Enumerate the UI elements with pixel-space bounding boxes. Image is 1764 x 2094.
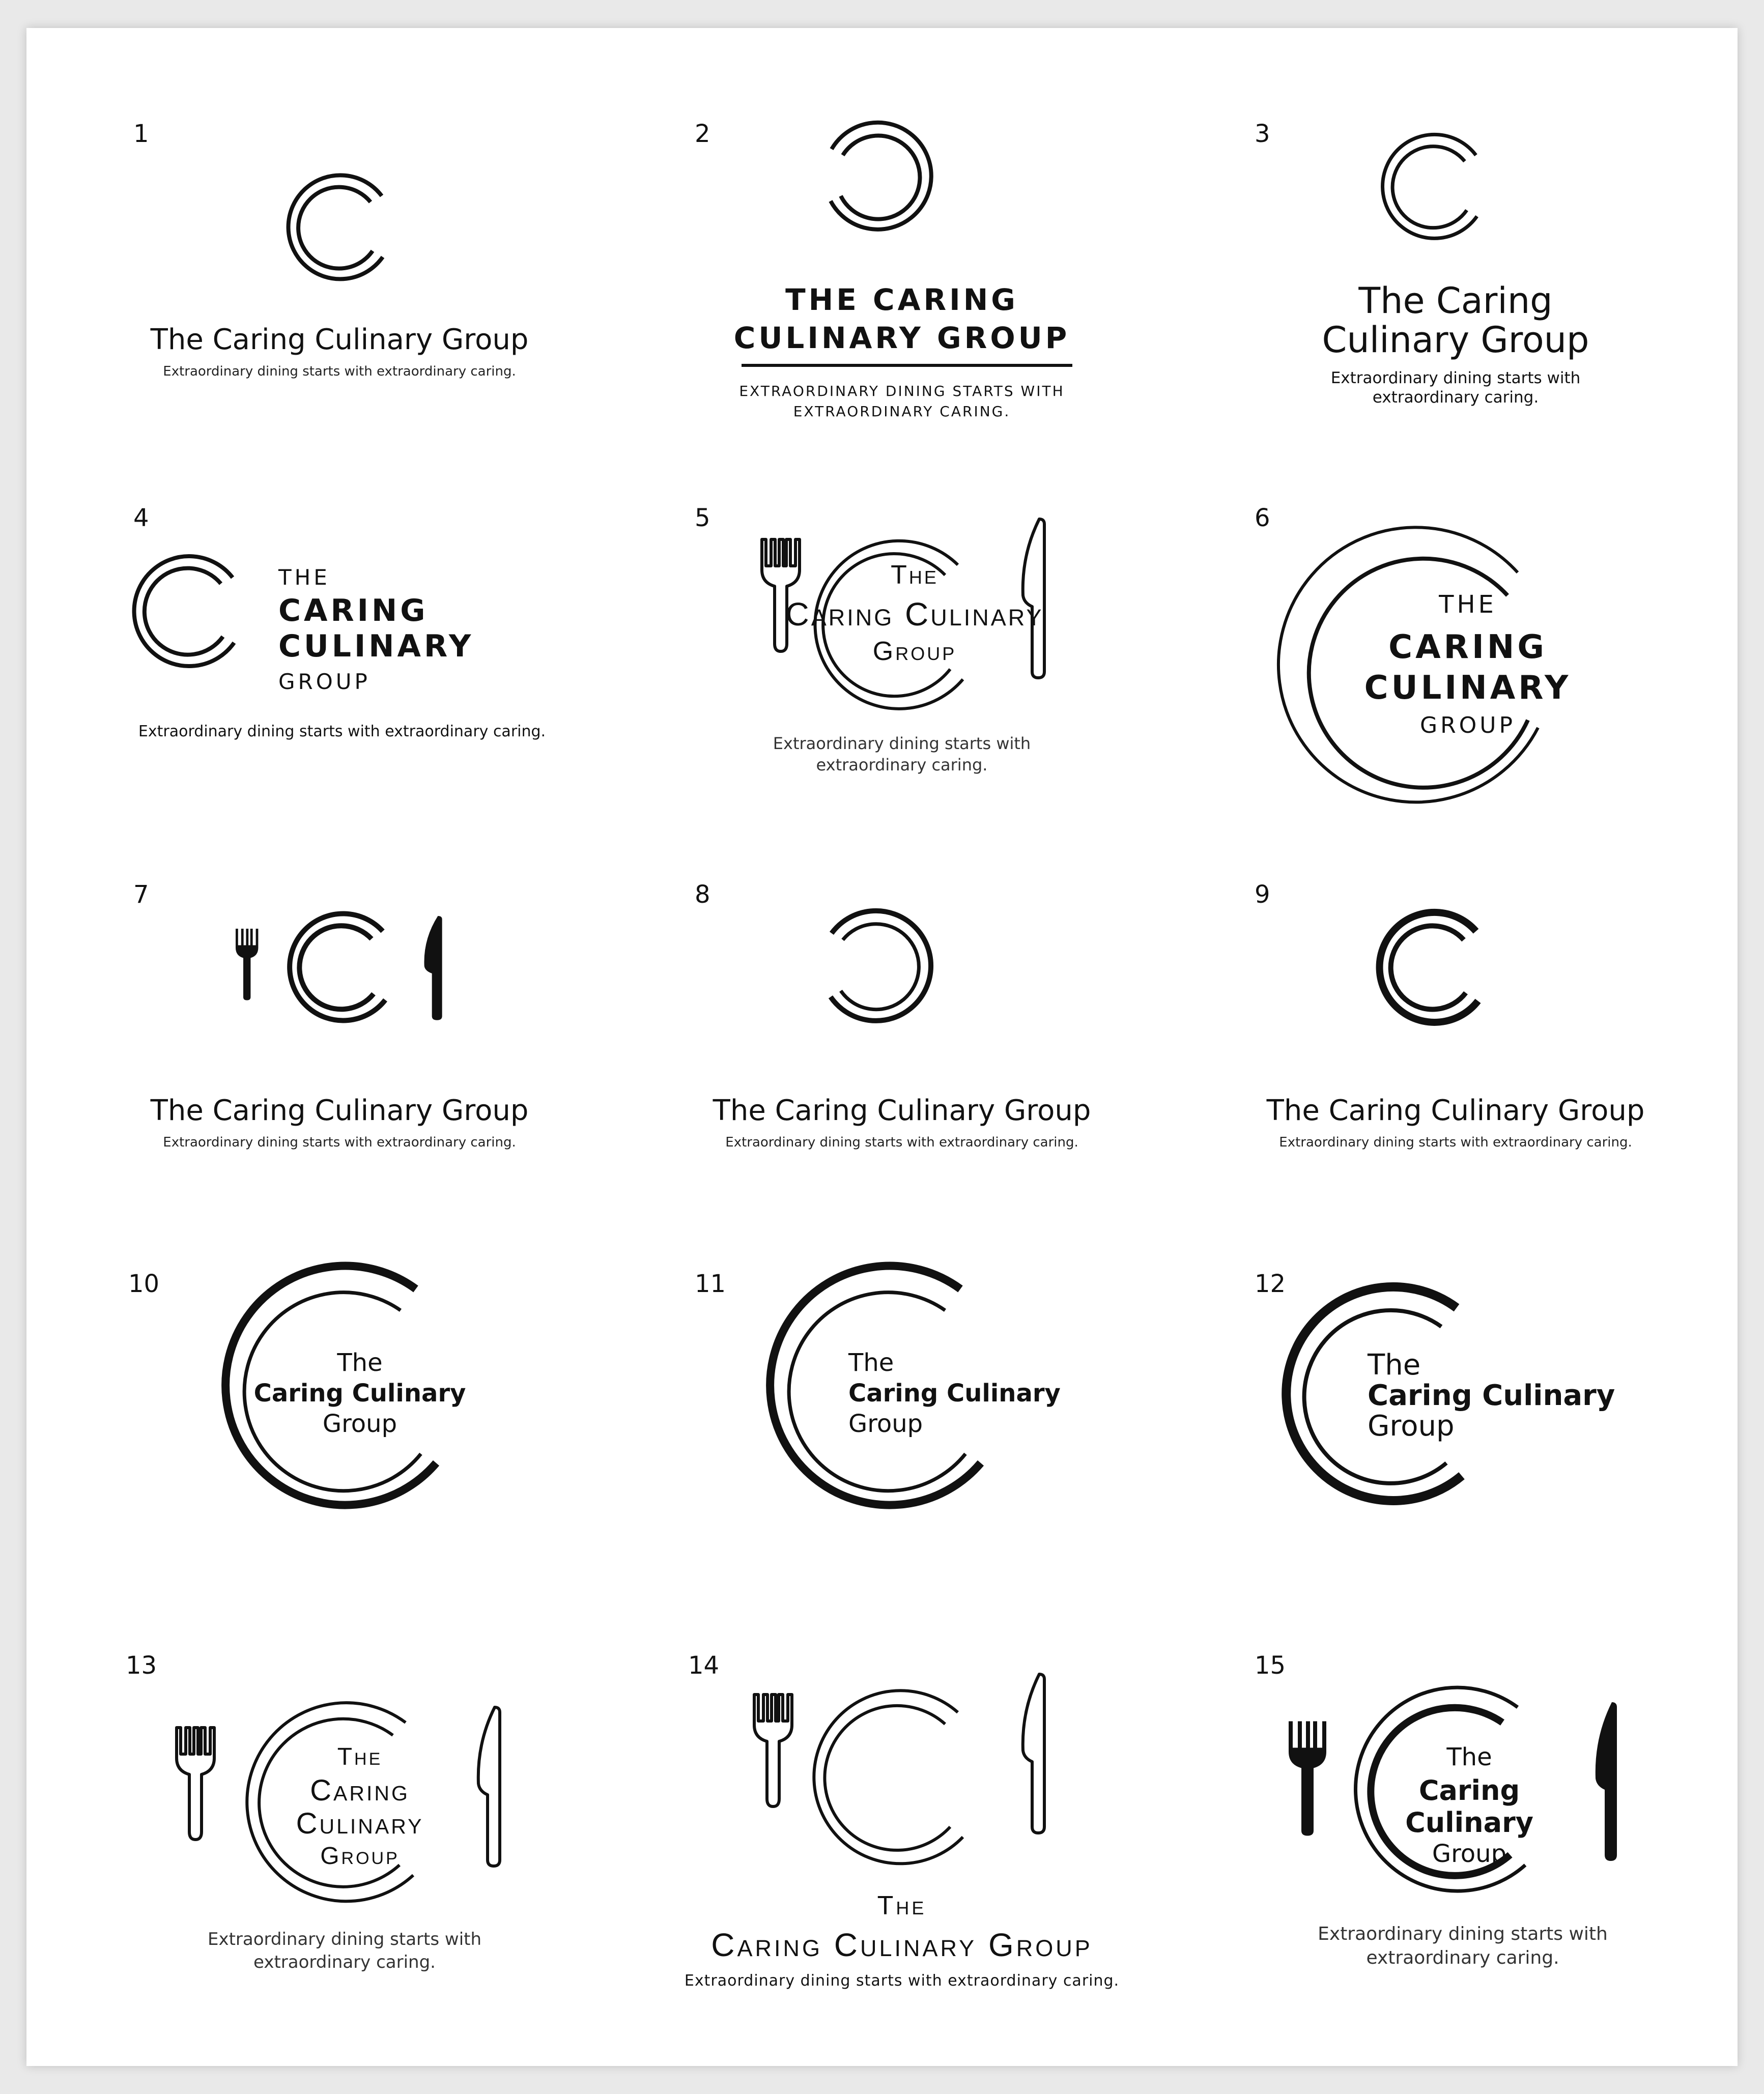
brand-group: Group bbox=[1432, 1840, 1507, 1868]
tagline-line1: Extraordinary dining starts with bbox=[773, 734, 1031, 753]
brand-name: The Caring Culinary Group bbox=[1266, 1094, 1645, 1127]
brand-the: The bbox=[848, 1349, 894, 1377]
tagline: Extraordinary dining starts with extraordinary caring. bbox=[138, 723, 546, 740]
tagline-line1: Extraordinary dining starts with bbox=[1318, 1924, 1608, 1944]
concept-number: 8 bbox=[695, 880, 710, 909]
brand-culinary: Culinary bbox=[296, 1807, 424, 1840]
tagline-line2: EXTRAORDINARY CARING. bbox=[793, 403, 1011, 420]
brand-caring-culinary: Caring Culinary bbox=[1368, 1379, 1615, 1412]
brand-group: Group bbox=[848, 1410, 923, 1438]
brand-group: Group bbox=[1368, 1410, 1455, 1443]
concept-number: 1 bbox=[133, 120, 149, 148]
fork-icon bbox=[1284, 1720, 1334, 1845]
brand-group: GROUP bbox=[278, 669, 371, 694]
c-plate-icon bbox=[810, 1669, 993, 1873]
brand-group: Group bbox=[322, 1410, 397, 1438]
brand-the: THE bbox=[278, 565, 330, 590]
concept-number: 5 bbox=[695, 504, 710, 532]
brand-caring: Caring bbox=[310, 1774, 410, 1807]
tagline-line2: extraordinary caring. bbox=[816, 755, 988, 775]
brand-the: The bbox=[337, 1743, 383, 1770]
tagline: Extraordinary dining starts with extraordinary caring. bbox=[725, 1135, 1078, 1150]
brand-caring-culinary-group: Caring Culinary Group bbox=[711, 1927, 1093, 1963]
brand-group: GROUP bbox=[1419, 712, 1516, 738]
concept-number: 6 bbox=[1255, 504, 1270, 532]
fork-icon bbox=[749, 1695, 800, 1817]
tagline: Extraordinary dining starts with extraordinary caring. bbox=[163, 1135, 516, 1150]
brand-name: The Caring Culinary Group bbox=[150, 1094, 529, 1127]
brand-caring-culinary: Caring Culinary bbox=[785, 596, 1044, 633]
concept-number: 15 bbox=[1255, 1651, 1286, 1680]
brand-the: The bbox=[877, 1891, 927, 1920]
concept-number: 3 bbox=[1255, 120, 1270, 148]
knife-icon bbox=[1591, 1702, 1622, 1865]
brand-the: The bbox=[891, 560, 938, 590]
c-plate-icon bbox=[271, 165, 413, 288]
concept-number: 10 bbox=[128, 1270, 160, 1298]
brand-name: The Caring Culinary Group bbox=[150, 323, 529, 356]
brand-caring: Caring bbox=[1418, 1774, 1520, 1806]
tagline: Extraordinary dining starts with extraordinary caring. bbox=[163, 364, 516, 379]
brand-name-line2: CULINARY GROUP bbox=[733, 321, 1070, 355]
divider bbox=[742, 364, 1072, 367]
concept-number: 11 bbox=[695, 1270, 726, 1298]
c-plate-icon bbox=[1365, 125, 1507, 247]
c-plate-icon bbox=[1365, 903, 1507, 1030]
c-plate-icon bbox=[118, 547, 266, 674]
tagline-line1: EXTRAORDINARY DINING STARTS WITH bbox=[739, 383, 1065, 399]
fork-icon bbox=[233, 929, 263, 1005]
brand-caring-culinary: Caring Culinary bbox=[848, 1379, 1061, 1408]
brand-the: The bbox=[337, 1349, 383, 1377]
brand-group: Group bbox=[320, 1843, 400, 1870]
brand-the: The bbox=[1446, 1743, 1492, 1771]
tagline: Extraordinary dining starts with extraordinary caring. bbox=[1279, 1135, 1632, 1150]
brand-the: THE bbox=[1439, 590, 1497, 619]
knife-icon bbox=[421, 916, 446, 1023]
c-plate-icon bbox=[1304, 524, 1609, 809]
knife-icon bbox=[1019, 1674, 1049, 1837]
brand-name-line2: Culinary Group bbox=[1322, 319, 1589, 361]
fork-icon bbox=[172, 1728, 222, 1850]
logo-sheet bbox=[26, 28, 1738, 2066]
concept-number: 12 bbox=[1255, 1270, 1286, 1298]
knife-icon bbox=[474, 1707, 505, 1870]
concept-number: 2 bbox=[695, 120, 710, 148]
concept-number: 13 bbox=[126, 1651, 157, 1680]
brand-caring: CARING bbox=[1388, 628, 1547, 666]
brand-culinary: CULINARY bbox=[278, 628, 474, 664]
brand-the: The bbox=[1368, 1349, 1421, 1382]
c-plate-icon bbox=[276, 903, 408, 1030]
concept-number: 14 bbox=[688, 1651, 720, 1680]
c-plate-icon bbox=[810, 903, 953, 1030]
tagline-line1: Extraordinary dining starts with bbox=[207, 1929, 482, 1949]
concept-number: 4 bbox=[133, 504, 149, 532]
c-plate-icon bbox=[810, 114, 953, 237]
tagline-line2: extraordinary caring. bbox=[1372, 388, 1539, 407]
brand-name-line1: The Caring bbox=[1358, 280, 1553, 322]
brand-culinary: CULINARY bbox=[1364, 669, 1572, 707]
brand-group: Group bbox=[872, 637, 957, 666]
tagline-line2: extraordinary caring. bbox=[253, 1952, 436, 1972]
brand-name-line1: THE CARING bbox=[785, 282, 1018, 317]
concept-number: 7 bbox=[133, 880, 149, 909]
tagline-line1: Extraordinary dining starts with bbox=[1330, 369, 1581, 387]
brand-culinary: Culinary bbox=[1405, 1806, 1533, 1839]
brand-caring: CARING bbox=[278, 593, 429, 628]
tagline-line2: extraordinary caring. bbox=[1366, 1947, 1559, 1968]
brand-name: The Caring Culinary Group bbox=[713, 1094, 1091, 1127]
concept-number: 9 bbox=[1255, 880, 1270, 909]
brand-caring-culinary: Caring Culinary bbox=[253, 1379, 466, 1408]
tagline: Extraordinary dining starts with extraordinary caring. bbox=[684, 1972, 1120, 1990]
